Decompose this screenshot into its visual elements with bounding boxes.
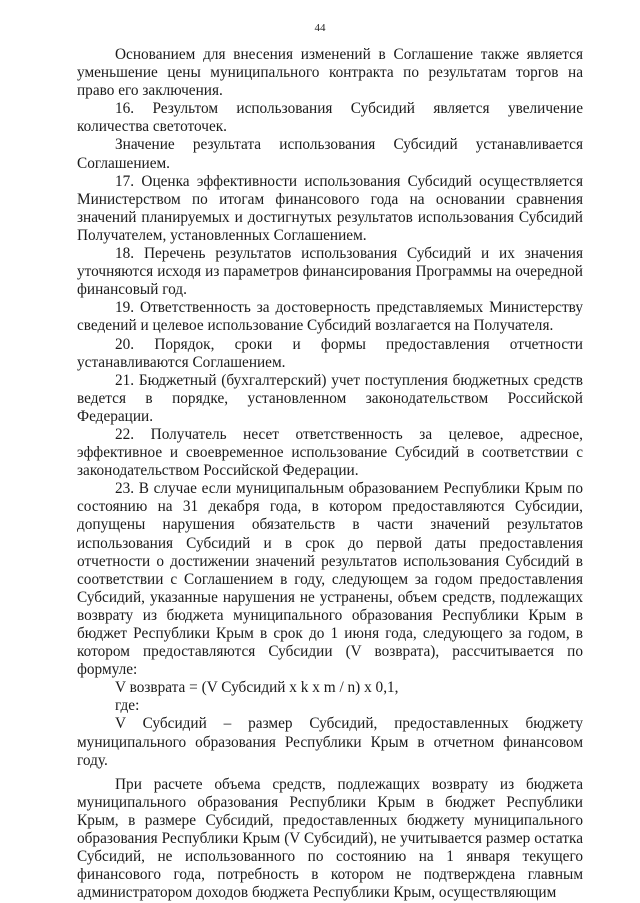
paragraph-16: 16. Результом использования Субсидий является увеличение количества светоточек. (77, 100, 583, 136)
paragraph-17: 17. Оценка эффективности использования Субсидий осуществляется Министерством по итогам финансового года на основании сравнения значений планируемых и достигнутых результатов использования Субсидий Получателем, установленных Соглашением. (77, 172, 583, 244)
paragraph-18: 18. Перечень результатов использования Субсидий и их значения уточняются исходя из параметров финансирования Программы на очередной финансовый год. (77, 245, 583, 299)
page-number: 44 (314, 22, 326, 34)
formula-definition: V Субсидий – размер Субсидий, предоставленных бюджету муниципального образования Республики Крым в отчетном финансовом году. (77, 715, 583, 769)
paragraph-20: 20. Порядок, сроки и формы предоставления отчетности устанавливаются Соглашением. (77, 335, 583, 371)
return-formula: V возврата = (V Субсидий x k x m / n) x 0,1, (115, 679, 399, 697)
paragraph-22: 22. Получатель несет ответственность за целевое, адресное, эффективное и своевременное использование Субсидий в соответствии с законодательством Российской Федерации. (77, 425, 583, 480)
paragraph-19: 19. Ответственность за достоверность представляемых Министерству сведений и целевое использование Субсидий возлагается на Получателя. (77, 299, 583, 335)
paragraph-amendment-basis: Основанием для внесения изменений в Соглашение также является уменьшение цены муниципального контракта по результатам торгов на право его заключения. (77, 46, 583, 100)
formula-where-label: где: (115, 697, 140, 715)
paragraph-closing: При расчете объема средств, подлежащих возврату из бюджета муниципального образования Республики Крым в бюджет Республики Крым, в размере Субсидий, предоставленных бюджету муниципального образования Республики Крым (V Субсидий), не учитывается размер остатка Субсидий, не использованного по состоянию на 1 января текущего финансового года, потребность в котором не подтверждена главным администратором доходов бюджета Республики Крым, осуществляющим (77, 775, 583, 902)
document-body (77, 46, 583, 902)
paragraph-result-value: Значение результата использования Субсидий устанавливается Соглашением. (77, 136, 583, 172)
paragraph-23: 23. В случае если муниципальным образованием Республики Крым по состоянию на 31 декабря года, в котором предоставляются Субсидии, допущены нарушения обязательств в части значений результатов использования Субсидий и в срок до первой даты предоставления отчетности о достижении значений результатов использования Субсидий в соответствии с Соглашением в году, следующем за годом предоставления Субсидий, указанные нарушения не устранены, объем средств, подлежащих возврату из бюджета муниципального образования Республики Крым в бюджет Республики Крым в срок до 1 июня года, следующего за годом, в котором предоставляются Субсидии (V возврата), рассчитывается по формуле: (77, 480, 583, 679)
paragraph-21: 21. Бюджетный (бухгалтерский) учет поступления бюджетных средств ведется в порядке, установленном законодательством Российской Федерации. (77, 371, 583, 425)
